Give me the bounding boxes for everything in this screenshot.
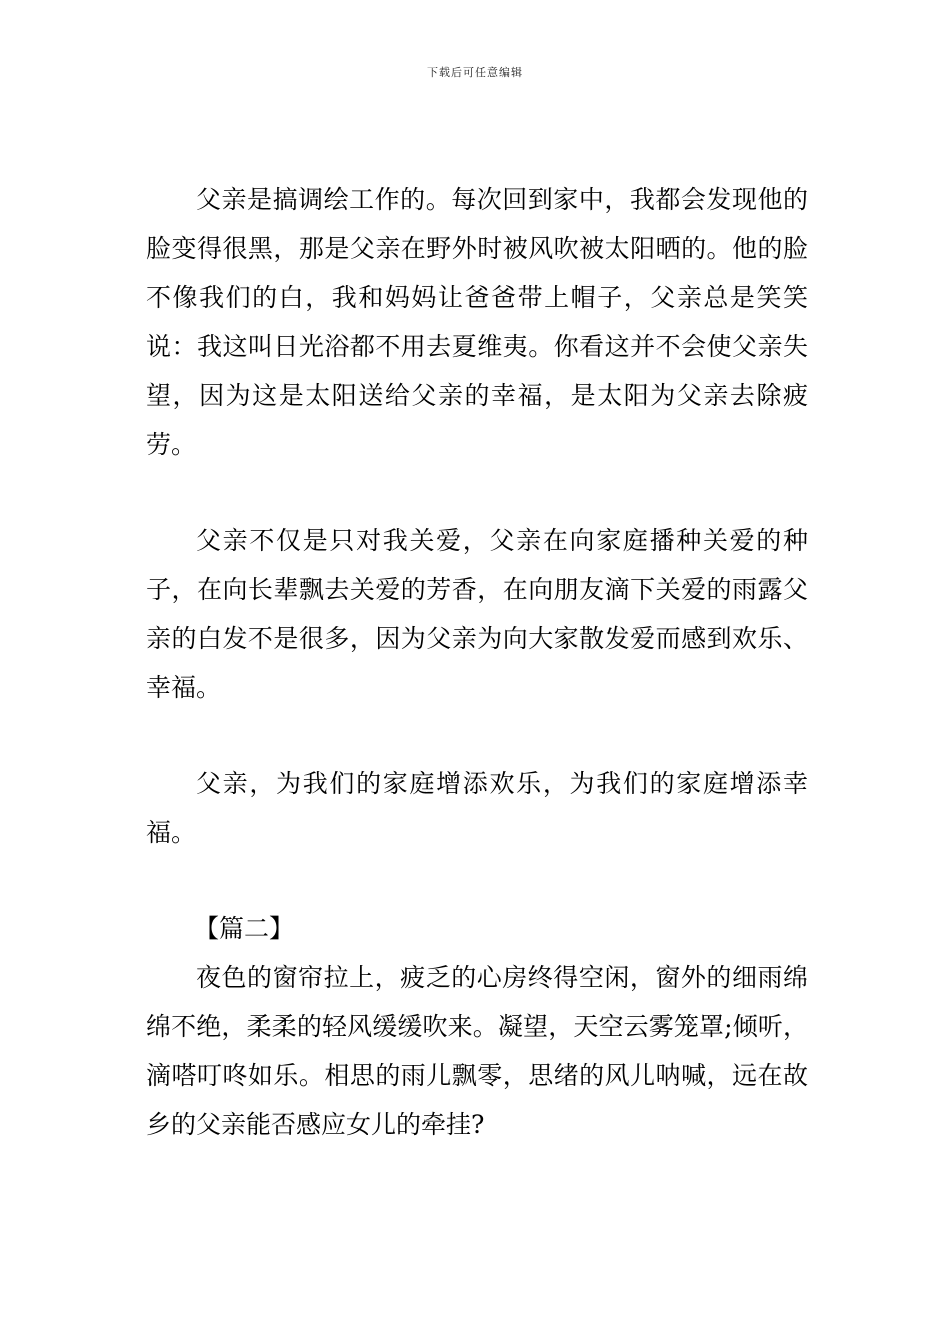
paragraph-1: 父亲是搞调绘工作的。每次回到家中，我都会发现他的脸变得很黑，那是父亲在野外时被风吹被太阳晒的。他的脸不像我们的白，我和妈妈让爸爸带上帽子，父亲总是笑笑说：我这叫日光浴都不用去夏维夷。你看这并不会使父亲失望，因为这是太阳送给父亲的幸福，是太阳为父亲去除疲劳。 <box>146 185 808 459</box>
paragraph-2: 父亲不仅是只对我关爱，父亲在向家庭播种关爱的种子，在向长辈飘去关爱的芳香，在向朋友滴下关爱的雨露父亲的白发不是很多，因为父亲为向大家散发爱而感到欢乐、幸福。 <box>146 526 808 702</box>
section-heading: 【篇二】 <box>194 914 295 943</box>
section-paragraph-1: 夜色的窗帘拉上，疲乏的心房终得空闲，窗外的细雨绵绵不绝，柔柔的轻风缓缓吹来。凝望，天空云雾笼罩;倾听，滴嗒叮咚如乐。相思的雨儿飘零，思绪的风儿呐喊，远在故乡的父亲能否感应女儿的牵挂? <box>146 963 808 1139</box>
paragraph-3: 父亲，为我们的家庭增添欢乐，为我们的家庭增添幸福。 <box>146 769 808 847</box>
page-header-note: 下载后可任意编辑 <box>427 66 523 79</box>
document-body <box>146 175 808 1149</box>
